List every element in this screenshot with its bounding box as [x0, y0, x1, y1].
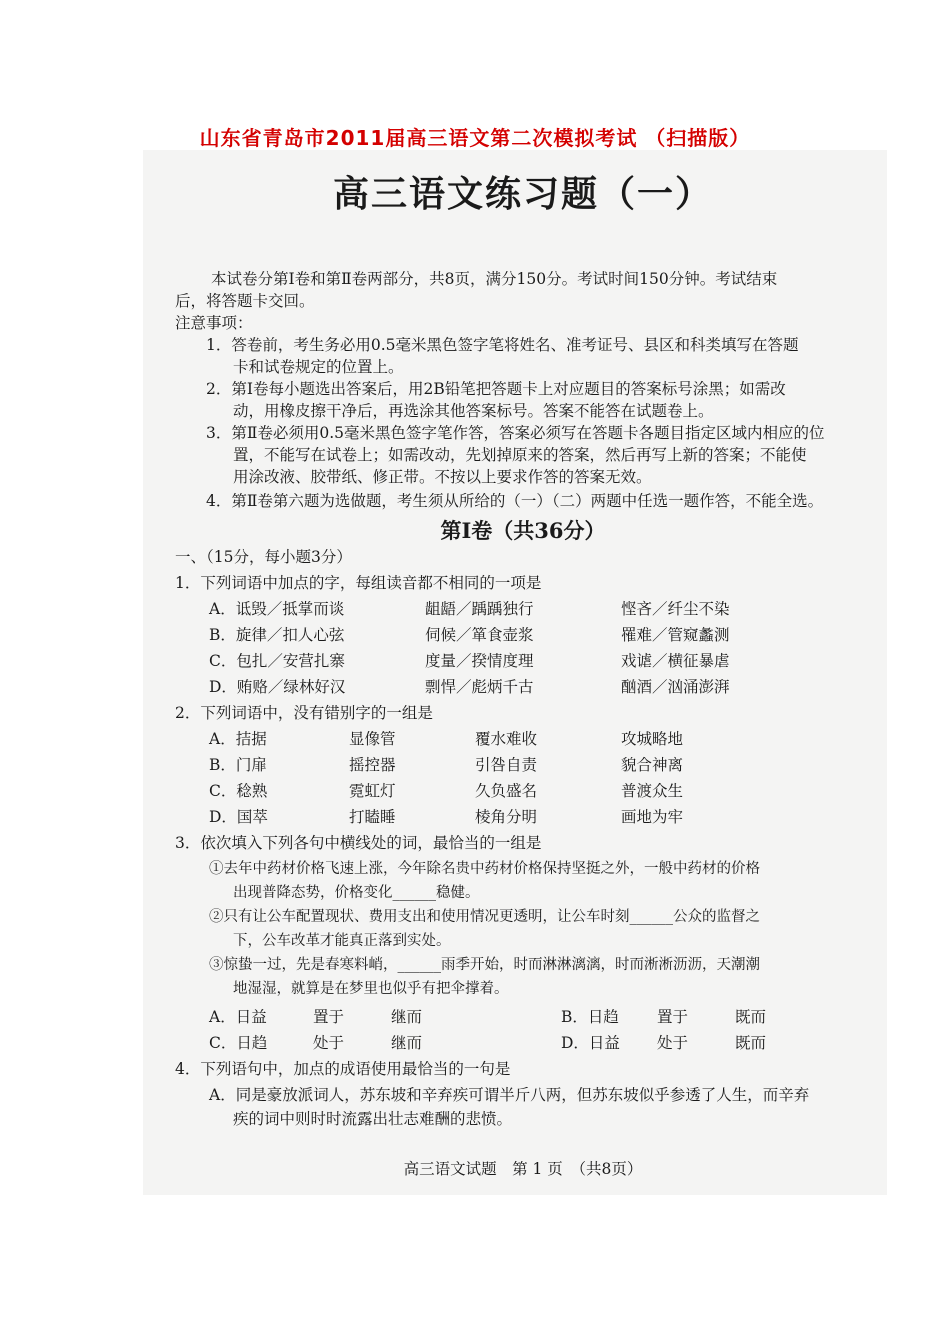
page-footer: 高三语文试题 第 1 页 （共8页）	[403, 1160, 643, 1178]
note-3a: 3．第Ⅱ卷必须用0.5毫米黑色签字笔作答，答案必须写在答题卡各题目指定区域内相应的位	[206, 424, 825, 442]
q1-d-2: 剽悍／彪炳千古	[425, 678, 534, 696]
q3-sentence-2b: 下，公车改革才能真正落到实处。	[233, 933, 451, 949]
q1-a-3: 悭吝／纤尘不染	[621, 600, 730, 618]
q3-d-1: D．日益	[561, 1034, 620, 1052]
q2-b-2: 摇控器	[349, 756, 396, 774]
q2-d-3: 棱角分明	[475, 808, 538, 826]
q2-d-4: 画地为牢	[621, 808, 684, 826]
q2-d-1: D．国萃	[209, 808, 268, 826]
q2-a-1: A．拮据	[209, 730, 267, 748]
q3-sentence-2a: ②只有让公车配置现状、费用支出和使用情况更透明，让公车时刻______公众的监督之	[209, 909, 760, 925]
q3-sentence-1a: ①去年中药材价格飞速上涨，今年除名贵中药材价格保持坚挺之外，一般中药材的价格	[209, 861, 760, 877]
q3-c-1: C．日趋	[209, 1034, 268, 1052]
q2-c-1: C．稔熟	[209, 782, 268, 800]
q1-a-2: 龃龉／踽踽独行	[425, 600, 534, 618]
q3-a-2: 置于	[313, 1008, 345, 1026]
q3-a-1: A．日益	[209, 1008, 267, 1026]
q3-b-3: 既而	[735, 1008, 767, 1026]
q3-sentence-1b: 出现普降态势，价格变化______稳健。	[233, 885, 480, 901]
q2-c-4: 普渡众生	[621, 782, 684, 800]
q3-c-3: 继而	[391, 1034, 423, 1052]
q1-d-1: D．贿赂／绿林好汉	[209, 678, 346, 696]
q3-sentence-3b: 地湿湿，就算是在梦里也似乎有把伞撑着。	[233, 981, 509, 997]
notes-heading: 注意事项：	[175, 314, 253, 332]
q2-a-3: 覆水难收	[475, 730, 538, 748]
note-1a: 1．答卷前，考生务必用0.5毫米黑色签字笔将姓名、准考证号、县区和科类填写在答题	[206, 336, 799, 354]
paper-title: 高三语文练习题（一）	[332, 173, 713, 215]
q2-b-3: 引咎自责	[475, 756, 538, 774]
q2-c-2: 霓虹灯	[349, 782, 396, 800]
q3-b-1: B．日趋	[561, 1008, 619, 1026]
scanned-page	[143, 150, 887, 1195]
q3-c-2: 处于	[313, 1034, 345, 1052]
part-heading: 一、（15分，每小题3分）	[175, 548, 352, 566]
document-web-title: 山东省青岛市2011届高三语文第二次模拟考试 （扫描版）	[199, 126, 751, 150]
q1-c-3: 戏谑／横征暴虐	[621, 652, 730, 670]
q4-a-line-2: 疾的词中则时时流露出壮志难酬的悲愤。	[233, 1110, 513, 1128]
q1-b-1: B．旋律／扣人心弦	[209, 626, 345, 644]
intro-line-1: 本试卷分第Ⅰ卷和第Ⅱ卷两部分，共8页，满分150分。考试时间150分钟。考试结束	[211, 270, 778, 288]
q1-c-2: 度量／揆情度理	[425, 652, 534, 670]
q2-b-1: B．门扉	[209, 756, 267, 774]
q1-b-2: 伺候／箪食壶浆	[425, 626, 534, 644]
q3-b-2: 置于	[657, 1008, 689, 1026]
q3-stem: 3．依次填入下列各句中横线处的词，最恰当的一组是	[175, 834, 542, 852]
q4-stem: 4．下列语句中，加点的成语使用最恰当的一句是	[175, 1060, 511, 1078]
q1-stem: 1．下列词语中加点的字，每组读音都不相同的一项是	[175, 574, 542, 592]
q2-a-4: 攻城略地	[621, 730, 684, 748]
q2-c-3: 久负盛名	[475, 782, 538, 800]
q1-d-3: 酗酒／汹涌澎湃	[621, 678, 730, 696]
q2-a-2: 显像管	[349, 730, 396, 748]
q2-d-2: 打瞌睡	[349, 808, 396, 826]
q1-a-1: A．诋毁／抵掌而谈	[209, 600, 345, 618]
q3-sentence-3a: ③惊蛰一过，先是春寒料峭，______雨季开始，时而淋淋漓漓，时而淅淅沥沥，天潮潮	[209, 957, 760, 973]
q2-stem: 2．下列词语中，没有错别字的一组是	[175, 704, 433, 722]
section-title: 第Ⅰ卷（共36分）	[440, 518, 606, 543]
q2-b-4: 貌合神离	[621, 756, 684, 774]
note-2b: 动，用橡皮擦干净后，再选涂其他答案标号。答案不能答在试题卷上。	[233, 402, 714, 420]
note-3b: 置，不能写在试卷上；如需改动，先划掉原来的答案，然后再写上新的答案；不能使	[233, 446, 807, 464]
note-4: 4．第Ⅱ卷第六题为选做题，考生须从所给的（一）（二）两题中任选一题作答，不能全选。	[206, 492, 824, 510]
q3-d-3: 既而	[735, 1034, 767, 1052]
q3-d-2: 处于	[657, 1034, 689, 1052]
q4-a-line-1: A．同是豪放派词人，苏东坡和辛弃疾可谓半斤八两，但苏东坡似乎参透了人生，而辛弃	[209, 1086, 810, 1104]
note-2a: 2．第Ⅰ卷每小题选出答案后，用2B铅笔把答题卡上对应题目的答案标号涂黑；如需改	[206, 380, 786, 398]
q1-c-1: C．包扎／安营扎寨	[209, 652, 345, 670]
note-3c: 用涂改液、胶带纸、修正带。不按以上要求作答的答案无效。	[233, 468, 652, 486]
intro-line-2: 后，将答题卡交回。	[175, 292, 315, 310]
q3-a-3: 继而	[391, 1008, 423, 1026]
q1-b-3: 罹难／管窥蠡测	[621, 626, 730, 644]
note-1b: 卡和试卷规定的位置上。	[233, 358, 404, 376]
